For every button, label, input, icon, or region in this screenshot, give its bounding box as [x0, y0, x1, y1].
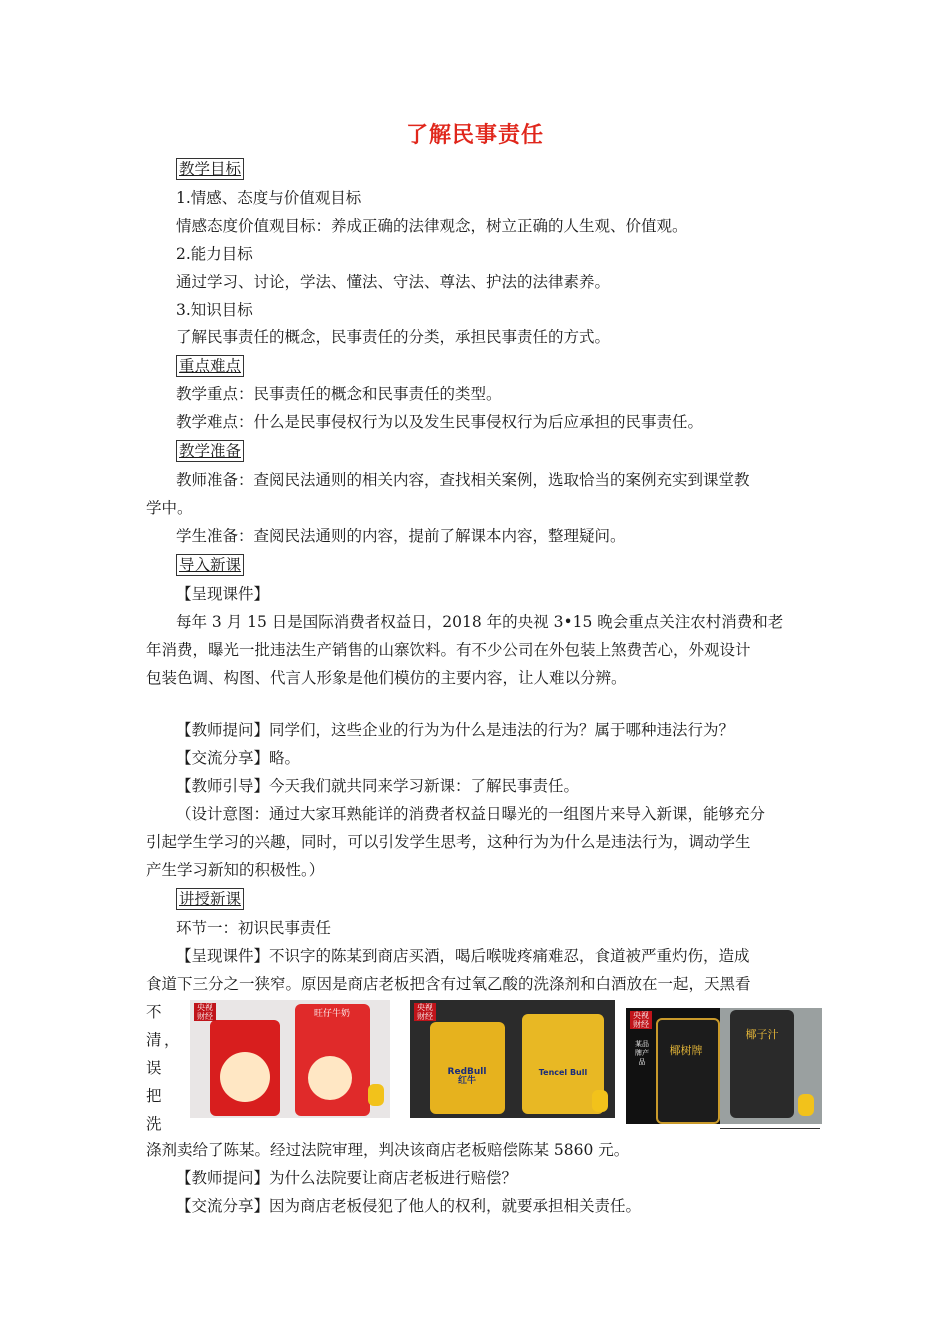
goal2-text: 通过学习、讨论，学法、懂法、守法、尊法、护法的法律素养。 — [176, 273, 611, 291]
case-line3: 涤剂卖给了陈某。经过法院审理，判决该商店老板赔偿陈某 5860 元。 — [146, 1141, 630, 1159]
can-label: 旺仔牛奶 — [313, 1009, 350, 1019]
goal3-text: 了解民事责任的概念，民事责任的分类，承担民事责任的方式。 — [176, 328, 611, 346]
share-2: 【交流分享】因为商店老板侵犯了他人的权利，就要承担相关责任。 — [176, 1197, 642, 1215]
teacher-prep-line2: 学中。 — [146, 499, 193, 517]
case-vertical-char: 洗 — [146, 1115, 162, 1133]
can-label: RedBull 红牛 — [447, 1067, 487, 1086]
goal3-title: 3.知识目标 — [176, 301, 253, 319]
page-title: 了解民事责任 — [405, 122, 544, 148]
key-point: 教学重点：民事责任的概念和民事责任的类型。 — [176, 385, 502, 403]
can-label: 椰树牌 — [669, 1044, 703, 1057]
teacher-question-2: 【教师提问】为什么法院要让商店老板进行赔偿？ — [176, 1169, 518, 1187]
product-caption: 某品牌产品 — [635, 1040, 649, 1066]
case-line2: 食道下三分之一狭窄。原因是商店老板把含有过氧乙酸的洗涤剂和白酒放在一起，天黑看 — [146, 975, 751, 993]
goal2-title: 2.能力目标 — [176, 245, 253, 263]
intro-para-line2: 年消费，曝光一批违法生产销售的山寨饮料。有不少公司在外包装上煞费苦心，外观设计 — [146, 641, 751, 659]
intro-para-line3: 包装色调、构图、代言人形象是他们模仿的主要内容，让人难以分辨。 — [146, 669, 627, 687]
section-heading-prep: 教学准备 — [176, 440, 244, 462]
intro-para-line1: 每年 3 月 15 日是国际消费者权益日，2018 年的央视 3•15 晚会重点关注农村消费和老 — [176, 613, 784, 631]
can-label: Tencel Bull — [538, 1068, 588, 1077]
design-intent-line1: （设计意图：通过大家耳熟能详的消费者权益日曝光的一组图片来导入新课，能够充分 — [176, 805, 766, 823]
cctv-finance-badge: 央视 财经 — [630, 1011, 652, 1029]
image-underline — [720, 1128, 820, 1129]
section-heading-intro: 导入新课 — [176, 554, 244, 576]
cctv-finance-badge: 央视 财经 — [414, 1003, 436, 1021]
design-intent-line2: 引起学生学习的兴趣，同时，可以引发学生思考，这种行为为什么是违法行为，调动学生 — [146, 833, 751, 851]
mascot-icon — [368, 1084, 384, 1106]
teacher-prep-line1: 教师准备：查阅民法通则的相关内容，查找相关案例，选取恰当的案例充实到课堂教 — [176, 471, 750, 489]
student-prep: 学生准备：查阅民法通则的内容，提前了解课本内容，整理疑问。 — [176, 527, 626, 545]
case-vertical-char: 清 — [146, 1031, 162, 1049]
can-shape — [730, 1010, 794, 1118]
section-heading-key: 重点难点 — [176, 355, 244, 377]
case-vertical-char: 误 — [146, 1059, 162, 1077]
copycat-energy-drink-image — [410, 1000, 615, 1118]
mascot-icon — [798, 1094, 814, 1116]
section-heading-goals: 教学目标 — [176, 158, 244, 180]
can-label: 椰子汁 — [745, 1028, 779, 1041]
share-1: 【交流分享】略。 — [176, 749, 301, 767]
can-shape — [656, 1018, 720, 1124]
case-vertical-char: ， — [164, 1031, 180, 1049]
copycat-coconut-drink-image — [626, 1008, 822, 1124]
section-heading-teach: 讲授新课 — [176, 888, 244, 910]
case-vertical-char: 不 — [146, 1003, 162, 1021]
goal1-text: 情感态度价值观目标：养成正确的法律观念，树立正确的人生观、价值观。 — [176, 217, 688, 235]
design-intent-line3: 产生学习新知的积极性。） — [146, 861, 325, 879]
mascot-face — [308, 1056, 352, 1100]
mascot-icon — [592, 1090, 608, 1112]
cctv-finance-badge: 央视 财经 — [194, 1003, 216, 1021]
mascot-face — [220, 1052, 270, 1102]
case-line1: 【呈现课件】不识字的陈某到商店买酒，喝后喉咙疼痛难忍，食道被严重灼伤，造成 — [176, 947, 750, 965]
difficult-point: 教学难点：什么是民事侵权行为以及发生民事侵权行为后应承担的民事责任。 — [176, 413, 704, 431]
present-courseware-1: 【呈现课件】 — [176, 585, 270, 603]
teacher-question-1: 【教师提问】同学们，这些企业的行为为什么是违法的行为？属于哪种违法行为？ — [176, 721, 735, 739]
goal1-title: 1.情感、态度与价值观目标 — [176, 189, 362, 207]
stage-1-title: 环节一：初识民事责任 — [176, 919, 332, 937]
teacher-guide-1: 【教师引导】今天我们就共同来学习新课：了解民事责任。 — [176, 777, 580, 795]
case-vertical-char: 把 — [146, 1087, 162, 1105]
copycat-milk-image — [190, 1000, 390, 1118]
